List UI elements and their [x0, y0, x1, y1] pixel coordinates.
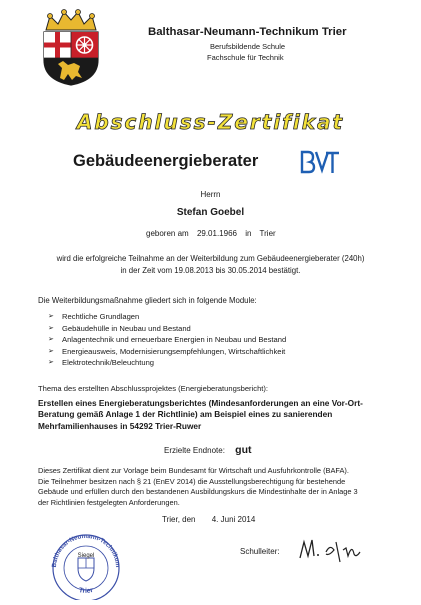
list-item: [48, 334, 286, 346]
participation-line: wird die erfolgreiche Teilnahme an der Weiterbildung zum Gebäudeenergieberater (240h): [56, 254, 365, 263]
arrow-bullet-icon: ➢: [48, 347, 54, 355]
seal-text-top: Balthasar-Neumann-Technikum: [50, 532, 122, 568]
certificate-title: Abschluss-Zertifikat: [76, 110, 345, 134]
modules-list: [48, 311, 286, 369]
topic-line: Beratung gemäß Anlage 1 der Richtlinie) am Beispiel eines zu sanierenden: [38, 409, 333, 420]
closing-line: Die Teilnehmer besitzen nach § 21 (EnEV 2014) die Ausstellungsberechtigung für bestehende: [38, 476, 346, 486]
final-grade: [164, 444, 252, 456]
place-label: Trier, den: [162, 515, 196, 524]
seal-text-bottom: Trier: [78, 586, 94, 595]
signature: [296, 534, 376, 564]
signer-label: Schulleiter:: [240, 547, 280, 556]
participation-statement: [0, 253, 421, 277]
topic-intro: Thema des erstellten Abschlussprojektes (Energieberatungsbericht):: [38, 384, 269, 393]
issue-date: 4. Juni 2014: [211, 515, 256, 524]
birth-date: 29.01.1966: [196, 229, 237, 238]
birth-label: geboren am: [146, 229, 189, 238]
arrow-bullet-icon: ➢: [48, 313, 54, 320]
module-label: Energieausweis, Modernisierungsempfehlungen, Wirtschaftlichkeit: [62, 346, 286, 356]
school-subtitle-1: Berufsbildende Schule: [210, 42, 286, 51]
closing-statement: [38, 466, 358, 508]
svg-text:Trier: [78, 587, 94, 595]
official-seal: [45, 528, 127, 600]
birth-in-label: in: [245, 229, 252, 238]
seal-label: Siegel: [77, 553, 95, 559]
module-label: Gebäudehülle in Neubau und Bestand: [62, 323, 191, 333]
module-label: Anlagentechnik und erneuerbare Energien in Neubau und Bestand: [62, 335, 287, 345]
salutation: Herrn: [200, 190, 221, 199]
list-item: [48, 346, 286, 358]
module-label: Elektrotechnik/Beleuchtung: [62, 358, 155, 368]
topic-line: Mehrfamilienhauses in 54292 Trier-Ruwer: [38, 420, 202, 431]
list-item: [48, 323, 286, 335]
arrow-bullet-icon: ➢: [48, 359, 54, 367]
closing-line: der Richtlinien festgelegten Anforderungen.: [38, 497, 180, 507]
closing-line: Dieses Zertifikat dient zur Vorlage beim Bundesamt für Wirtschaft und Ausfuhrkontrolle (BAFA).: [38, 466, 349, 475]
participation-line: in der Zeit vom 19.08.2013 bis 30.05.2014 bestätigt.: [120, 266, 301, 275]
grade-value: gut: [235, 444, 252, 456]
birth-place: Trier: [259, 229, 276, 238]
place-date: [162, 515, 255, 524]
closing-line: Gebäude und erfüllen durch den bestandenen Ausbildungskurs die Mindestinhalte der in Anlage 3: [38, 487, 358, 497]
main-heading: Gebäudeenergieberater: [73, 152, 259, 170]
list-item: [48, 311, 286, 323]
crest-icon: [36, 8, 106, 86]
birth-info: [146, 229, 282, 238]
modules-intro: Die Weiterbildungsmaßnahme gliedert sich in folgende Module:: [38, 296, 257, 305]
arrow-bullet-icon: ➢: [48, 336, 54, 344]
grade-label: Erzielte Endnote:: [164, 446, 225, 455]
school-name: Balthasar-Neumann-Technikum Trier: [148, 26, 347, 38]
topic-line: Erstellen eines Energieberatungsberichtes (Mindesanforderungen an eine Vor-Ort-: [38, 398, 363, 408]
list-item: [48, 357, 286, 369]
project-topic: [38, 398, 363, 432]
recipient-name: Stefan Goebel: [176, 207, 245, 218]
bvt-logo: [300, 150, 340, 174]
school-subtitle-2: Fachschule für Technik: [207, 53, 284, 62]
module-label: Rechtliche Grundlagen: [62, 312, 140, 321]
arrow-bullet-icon: ➢: [48, 324, 54, 332]
